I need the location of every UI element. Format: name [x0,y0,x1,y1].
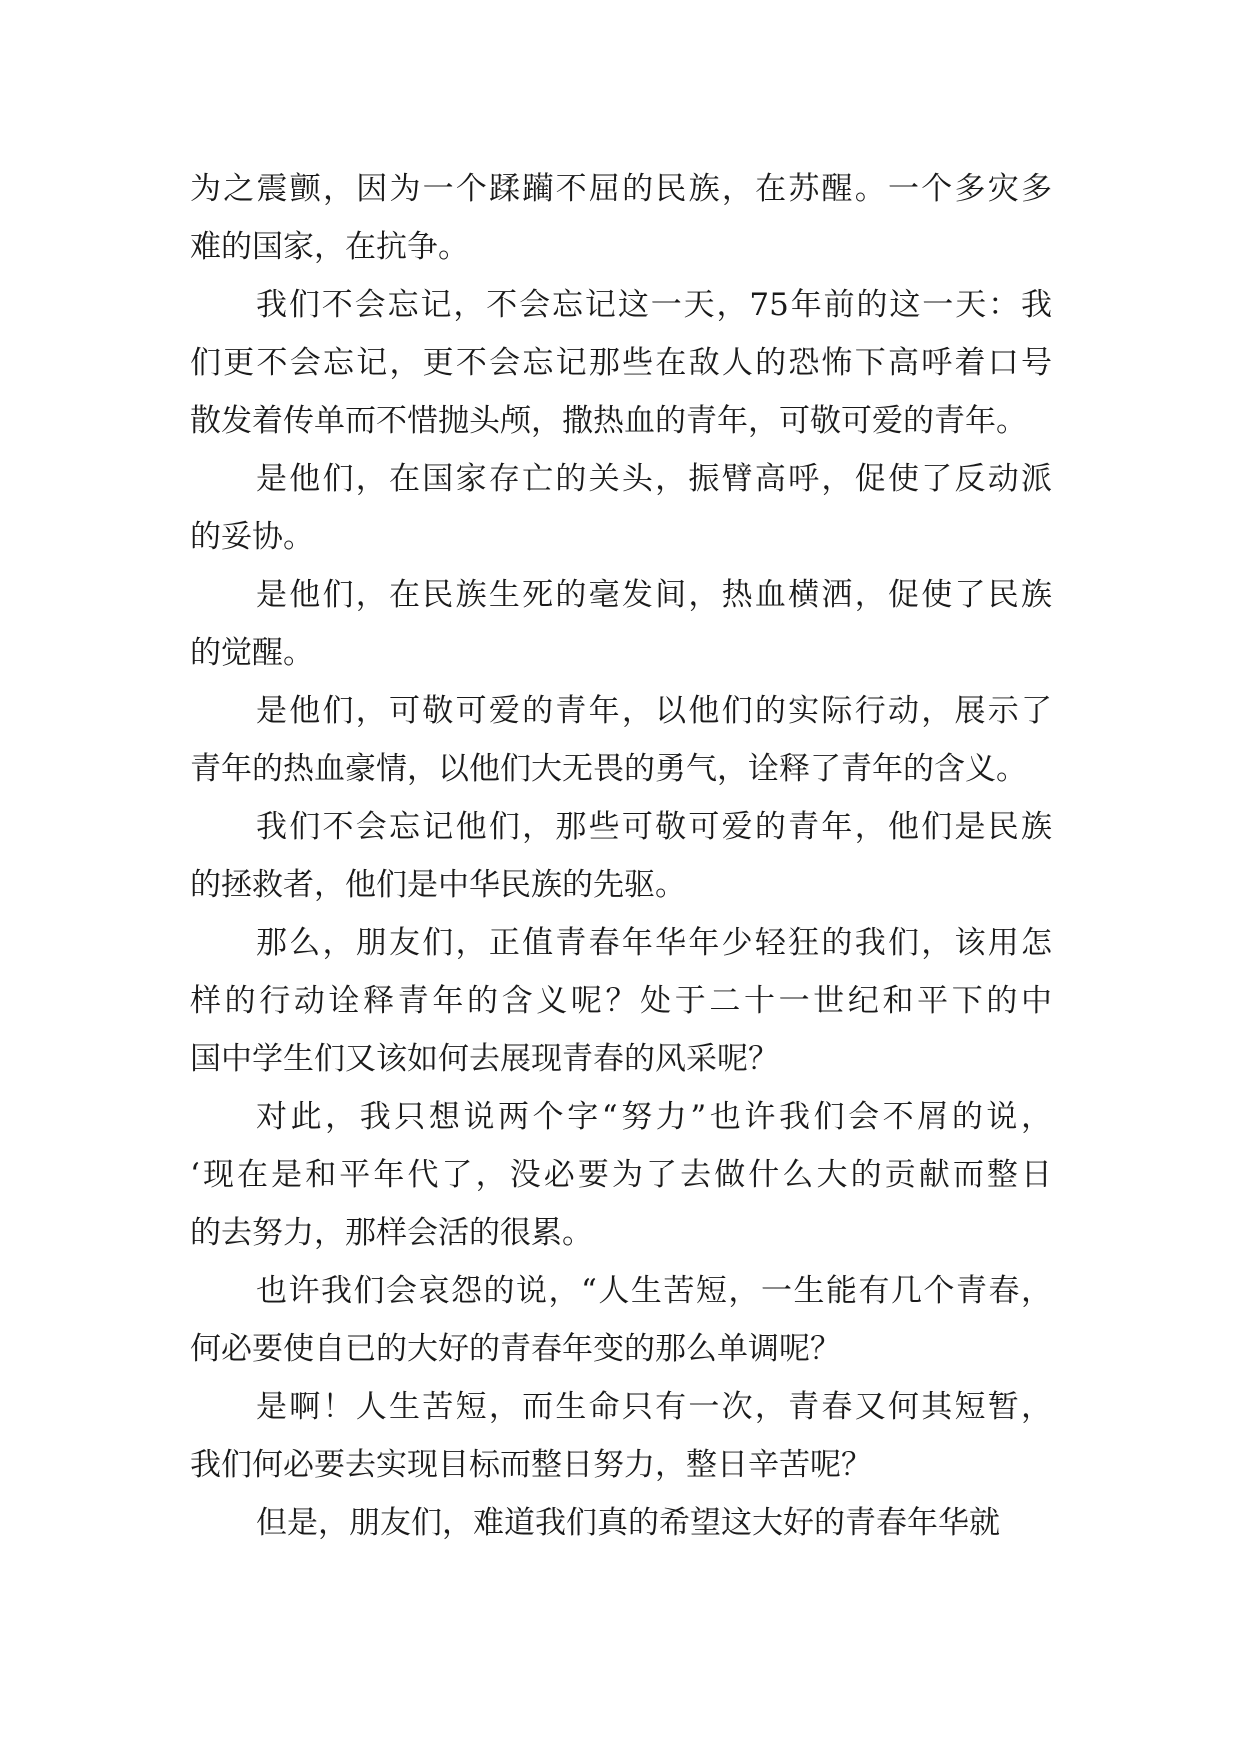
text-line: 是啊！人生苦短，而生命只有一次，青春又何其短暂， [256,1389,1052,1425]
text-line: 青年的热血豪情，以他们大无畏的勇气，诠释了青年的含义。 [190,751,1027,787]
text-line: 何必要使自已的大好的青春年变的那么单调呢？ [190,1331,841,1367]
text-line: 但是，朋友们，难道我们真的希望这大好的青春年华就 [256,1505,1000,1541]
text-line: 散发着传单而不惜抛头颅，撒热血的青年，可敬可爱的青年。 [190,403,1027,439]
body-text [190,160,1052,1552]
text-line: 我们何必要去实现目标而整日努力，整日辛苦呢？ [190,1447,872,1483]
text-line: 是他们，可敬可爱的青年，以他们的实际行动，展示了 [256,693,1052,729]
text-line: 的拯救者，他们是中华民族的先驱。 [190,867,686,903]
text-line: 我们不会忘记，不会忘记这一天，75年前的这一天：我 [256,287,1052,323]
text-line: 为之震颤，因为一个蹂躏不屈的民族，在苏醒。一个多灾多 [190,171,1052,207]
text-line: 们更不会忘记，更不会忘记那些在敌人的恐怖下高呼着口号 [190,345,1052,381]
text-line: 我们不会忘记他们，那些可敬可爱的青年，他们是民族 [256,809,1052,845]
text-line: 国中学生们又该如何去展现青春的风采呢？ [190,1041,779,1077]
text-line: 是他们，在民族生死的毫发间，热血横洒，促使了民族 [256,577,1052,613]
text-line: 的去努力，那样会活的很累。 [190,1215,593,1251]
text-line: ‘现在是和平年代了，没必要为了去做什么大的贡献而整日 [190,1157,1052,1193]
text-line: 的觉醒。 [190,635,314,671]
text-line: 样的行动诠释青年的含义呢？处于二十一世纪和平下的中 [190,983,1052,1019]
text-line: 是他们，在国家存亡的关头，振臂高呼，促使了反动派 [256,461,1052,497]
text-line: 的妥协。 [190,519,314,555]
text-line: 对此，我只想说两个字“努力”也许我们会不屑的说， [256,1099,1052,1135]
text-line: 也许我们会哀怨的说，“人生苦短，一生能有几个青春， [256,1273,1052,1309]
text-line: 难的国家，在抗争。 [190,229,469,265]
text-line: 那么，朋友们，正值青春年华年少轻狂的我们，该用怎 [256,925,1052,961]
